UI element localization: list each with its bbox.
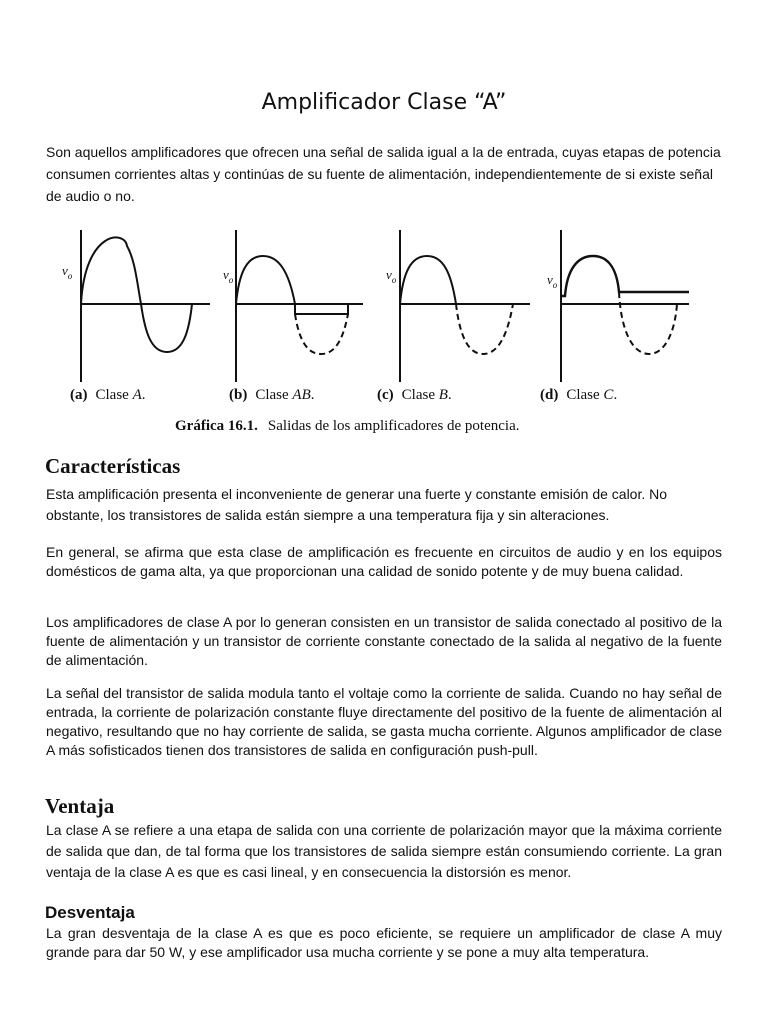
panel-label-d: (d) Clase C. bbox=[540, 387, 618, 403]
heading-ventaja: Ventaja bbox=[45, 794, 115, 818]
panel-class-ab bbox=[236, 230, 363, 382]
caracteristicas-paragraph-1: Esta amplificación presenta el inconveniente de generar una fuerte y constante emisión de calor. No obstante, los transistores de salida están siempre a una temperatura fija y sin alteraciones. bbox=[46, 486, 668, 523]
heading-caracteristicas: Características bbox=[45, 454, 181, 478]
figure-caption: Gráfica 16.1. Salidas de los amplificadores de potencia. bbox=[175, 418, 520, 434]
caracteristicas-paragraph-4: La señal del transistor de salida modula tanto el voltaje como la corriente de salida. Cuando no hay señal de entrada, la corriente de polarización constante fluye directamente del positivo de la fuente de alimentación al negativo, resultando que no hay corriente de salida, se gasta mucha corriente. Algunos amplificador de clase A más sofisticados tienen dos transistores de salida en configuración push-pull. bbox=[46, 685, 722, 758]
panel-class-c bbox=[561, 230, 689, 382]
panel-class-b bbox=[400, 230, 530, 382]
ylabel-a: $v_o$ bbox=[62, 263, 73, 281]
intro-paragraph: Son aquellos amplificadores que ofrecen una señal de salida igual a la de entrada, cuyas etapas de potencia consumen corrientes altas y continúas de su fuente de alimentación, independientemente de si existe señal de audio o no. bbox=[46, 144, 721, 204]
ylabel-b: $v_o$ bbox=[223, 267, 234, 285]
panel-class-a bbox=[81, 230, 210, 382]
caracteristicas-paragraph-3: Los amplificadores de clase A por lo generan consisten en un transistor de salida conectado al positivo de la fuente de alimentación y un transistor de corriente constante conectado de la salida al negativo de la fuente de alimentación. bbox=[46, 614, 722, 668]
desventaja-paragraph: La gran desventaja de la clase A es que es poco eficiente, se requiere un amplificador de clase A muy grande para dar 50 W, y ese amplificador usa mucha corriente y se pone a muy alta temperatura. bbox=[46, 925, 722, 960]
panel-label-b: (b) Clase AB. bbox=[229, 387, 315, 403]
page-title: Amplificador Clase “A” bbox=[261, 90, 507, 115]
caracteristicas-paragraph-2: En general, se afirma que esta clase de amplificación es frecuente en circuitos de audio y en los equipos domésticos de gama alta, ya que proporcionan una calidad de sonido potente y de muy buena calidad. bbox=[46, 544, 722, 579]
ylabel-c: $v_o$ bbox=[386, 267, 397, 285]
amplifier-classes-figure bbox=[45, 222, 725, 440]
ylabel-d: $v_o$ bbox=[547, 272, 558, 290]
panel-label-a: (a) Clase A. bbox=[70, 387, 146, 403]
ventaja-paragraph: La clase A se refiere a una etapa de salida con una corriente de polarización mayor que la máxima corriente de salida que dan, de tal forma que los transistores de salida siempre están consumiendo corriente. La gran ventaja de la clase A es que es casi lineal, y en consecuencia la distorsión es menor. bbox=[46, 822, 722, 880]
heading-desventaja: Desventaja bbox=[45, 903, 135, 922]
panel-label-c: (c) Clase B. bbox=[377, 387, 452, 403]
